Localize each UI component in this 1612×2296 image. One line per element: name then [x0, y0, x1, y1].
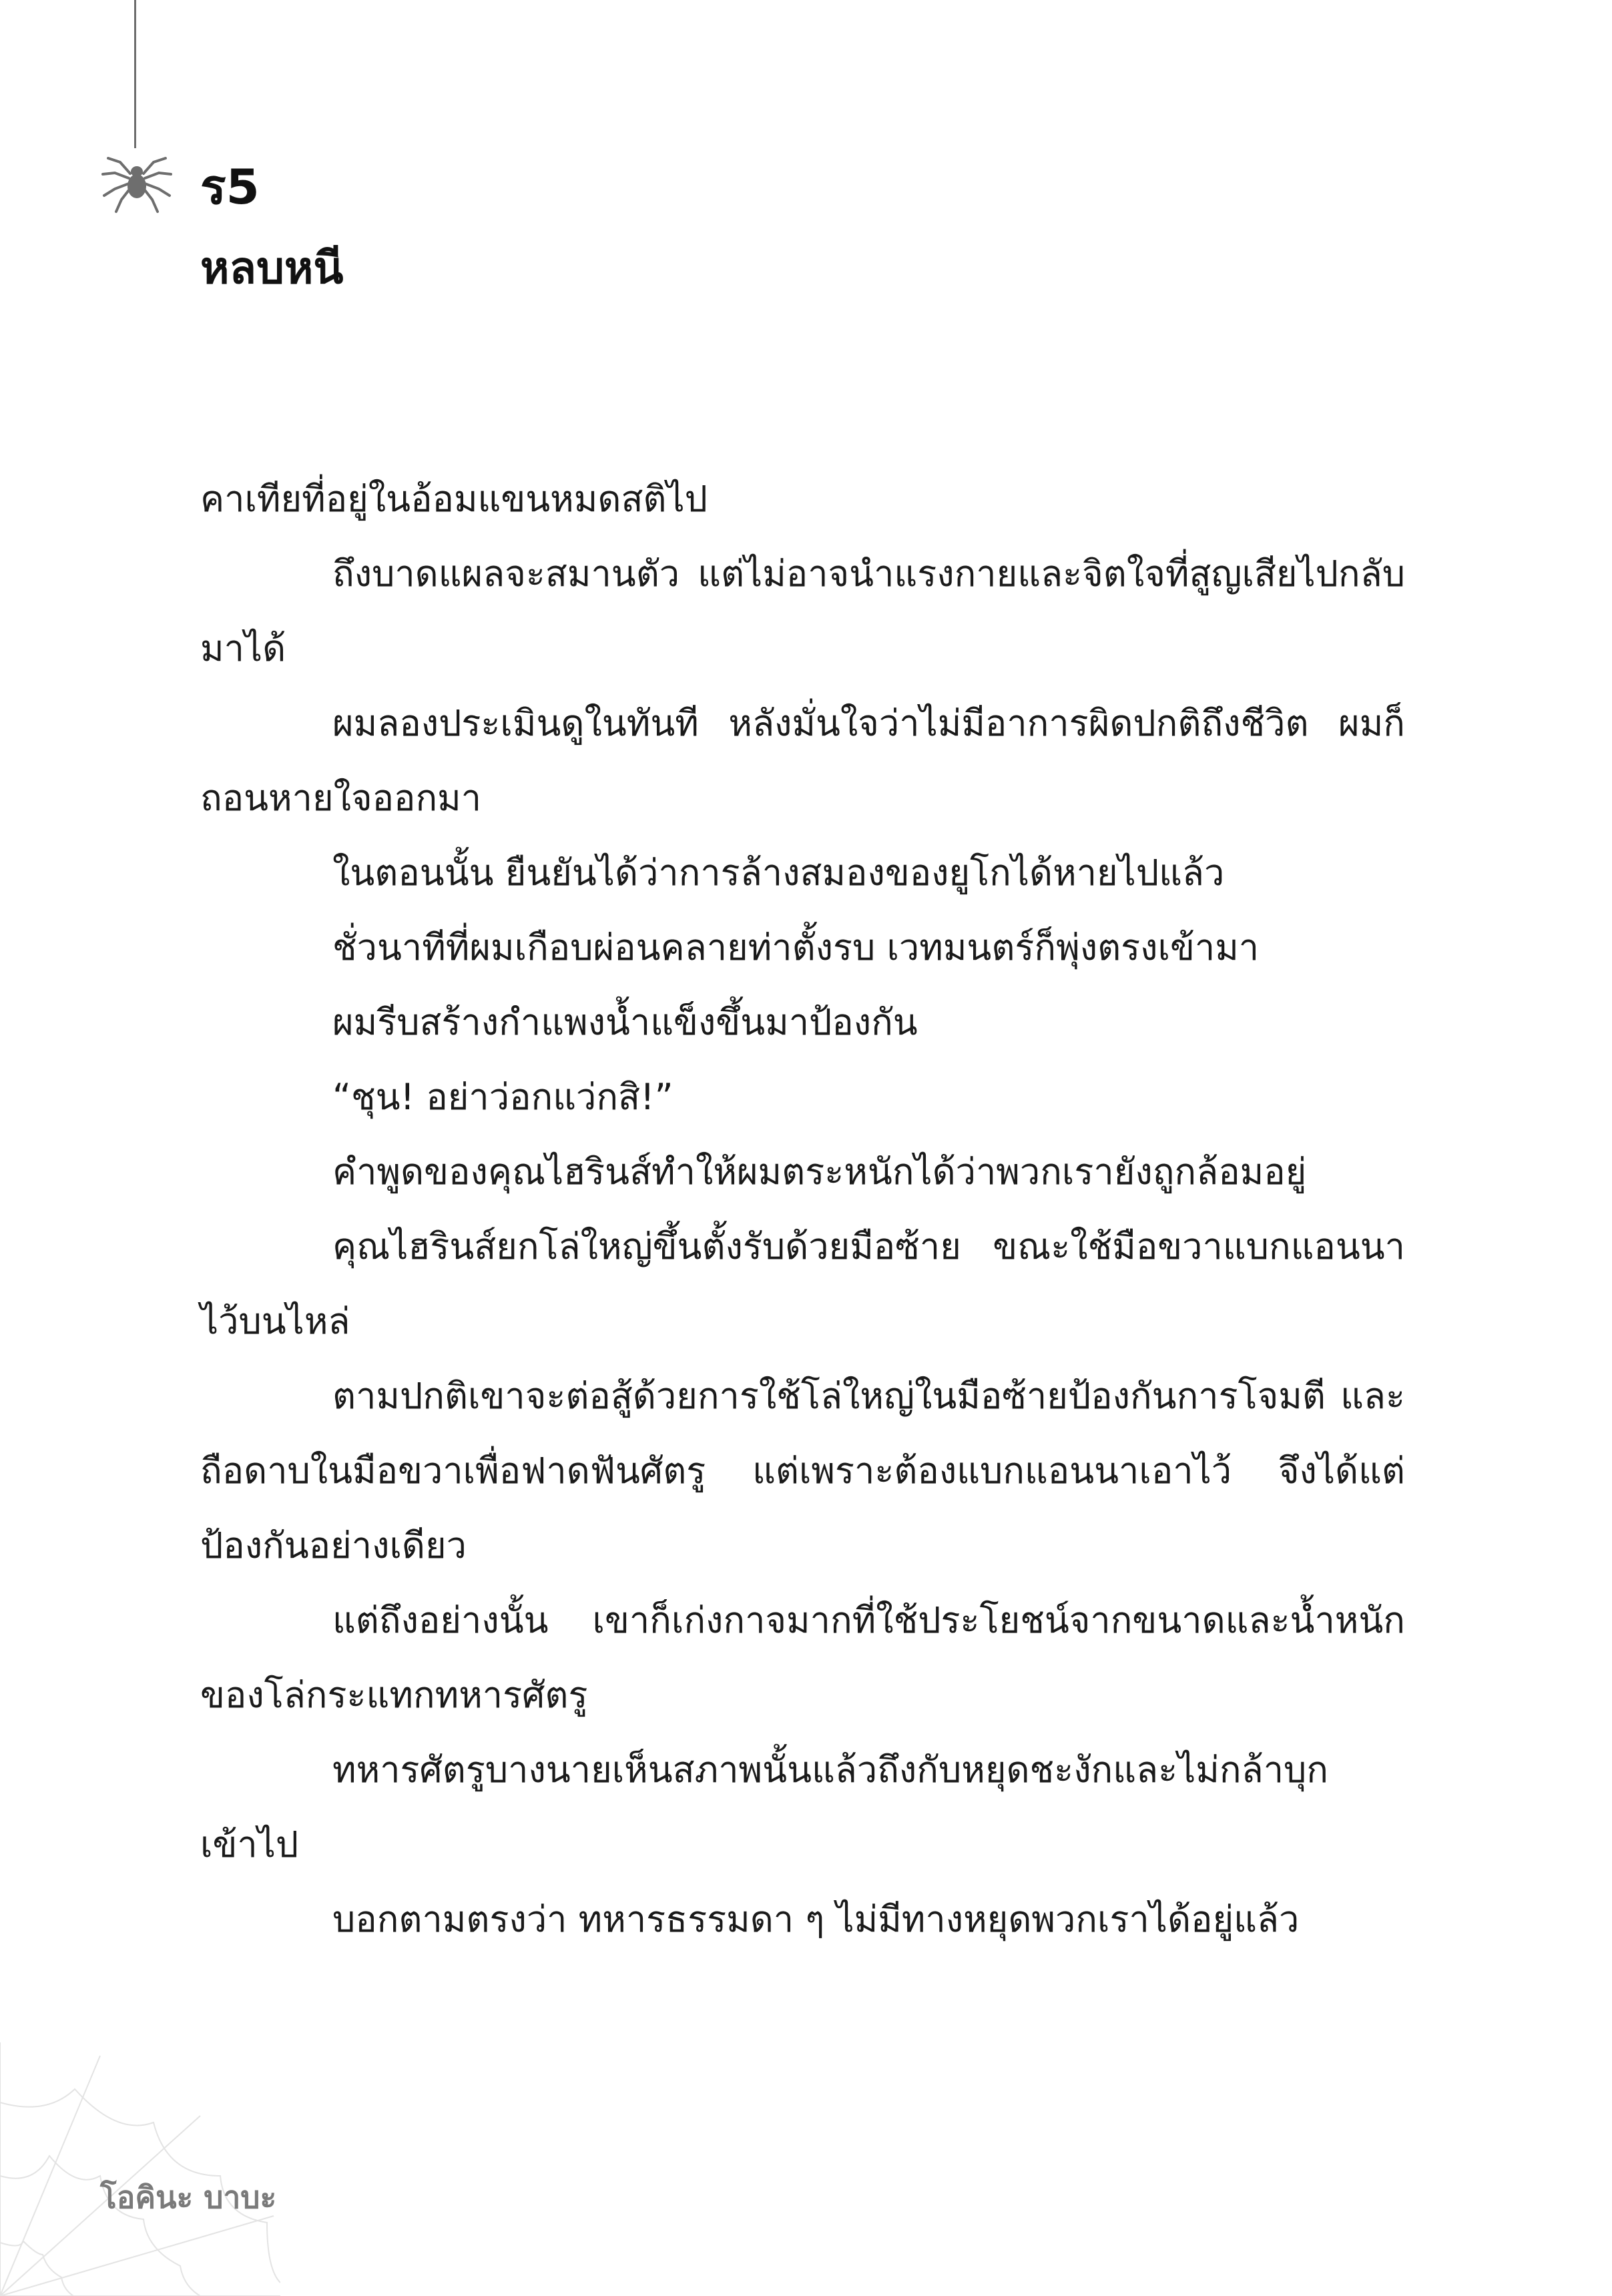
paragraph: คาเทียที่อยู่ในอ้อมแขนหมดสติไป — [200, 478, 708, 520]
paragraph: ชั่วนาทีที่ผมเกือบผ่อนคลายท่าตั้งรบ เวทมนตร์ก็พุ่งตรงเข้ามา — [332, 926, 1260, 968]
paragraph: ผมลองประเมินดูในทันที หลังมั่นใจว่าไม่มีอาการผิดปกติถึงชีวิต ผมก็ถอนหายใจออกมา — [200, 702, 1405, 819]
paragraph: “ชุน! อย่าว่อกแว่กสิ!” — [332, 1076, 674, 1118]
paragraph: คำพูดของคุณไฮรินส์ทำให้ผมตระหนักได้ว่าพวกเรายังถูกล้อมอยู่ — [332, 1151, 1307, 1193]
chapter-number: ร5 — [200, 159, 260, 215]
spiderweb-icon — [0, 2042, 280, 2296]
spider-icon — [100, 144, 174, 217]
body-text — [200, 462, 1405, 1957]
paragraph: แต่ถึงอย่างนั้น เขาก็เก่งกาจมากที่ใช้ประโยชน์จากขนาดและน้ำหนักของโล่กระแทกทหารศัตรู — [200, 1599, 1405, 1716]
paragraph: ผมรีบสร้างกำแพงน้ำแข็งขึ้นมาป้องกัน — [332, 1001, 918, 1043]
paragraph: คุณไฮรินส์ยกโล่ใหญ่ขึ้นตั้งรับด้วยมือซ้าย ขณะใช้มือขวาแบกแอนนาไว้บนไหล่ — [200, 1225, 1405, 1342]
footer-author: โอคินะ บาบะ — [100, 2179, 277, 2215]
chapter-title: หลบหนี — [200, 242, 344, 294]
paragraph: ถึงบาดแผลจะสมานตัว แต่ไม่อาจนำแรงกายและจิตใจที่สูญเสียไปกลับมาได้ — [200, 553, 1405, 669]
paragraph: บอกตามตรงว่า ทหารธรรมดา ๆ ไม่มีทางหยุดพวกเราได้อยู่แล้ว — [332, 1898, 1300, 1940]
paragraph: ในตอนนั้น ยืนยันได้ว่าการล้างสมองของยูโกได้หายไปแล้ว — [332, 852, 1225, 894]
paragraph: ตามปกติเขาจะต่อสู้ด้วยการใช้โล่ใหญ่ในมือซ้ายป้องกันการโจมตี และถือดาบในมือขวาเพื่อฟาดฟันศัตรู แต่เพราะต้องแบกแอนนาเอาไว้ จึงได้แต่ป้องกันอย่างเดียว — [200, 1375, 1405, 1566]
spider-thread — [134, 0, 136, 148]
paragraph: ทหารศัตรูบางนายเห็นสภาพนั้นแล้วถึงกับหยุดชะงักและไม่กล้าบุกเข้าไป — [200, 1749, 1328, 1866]
